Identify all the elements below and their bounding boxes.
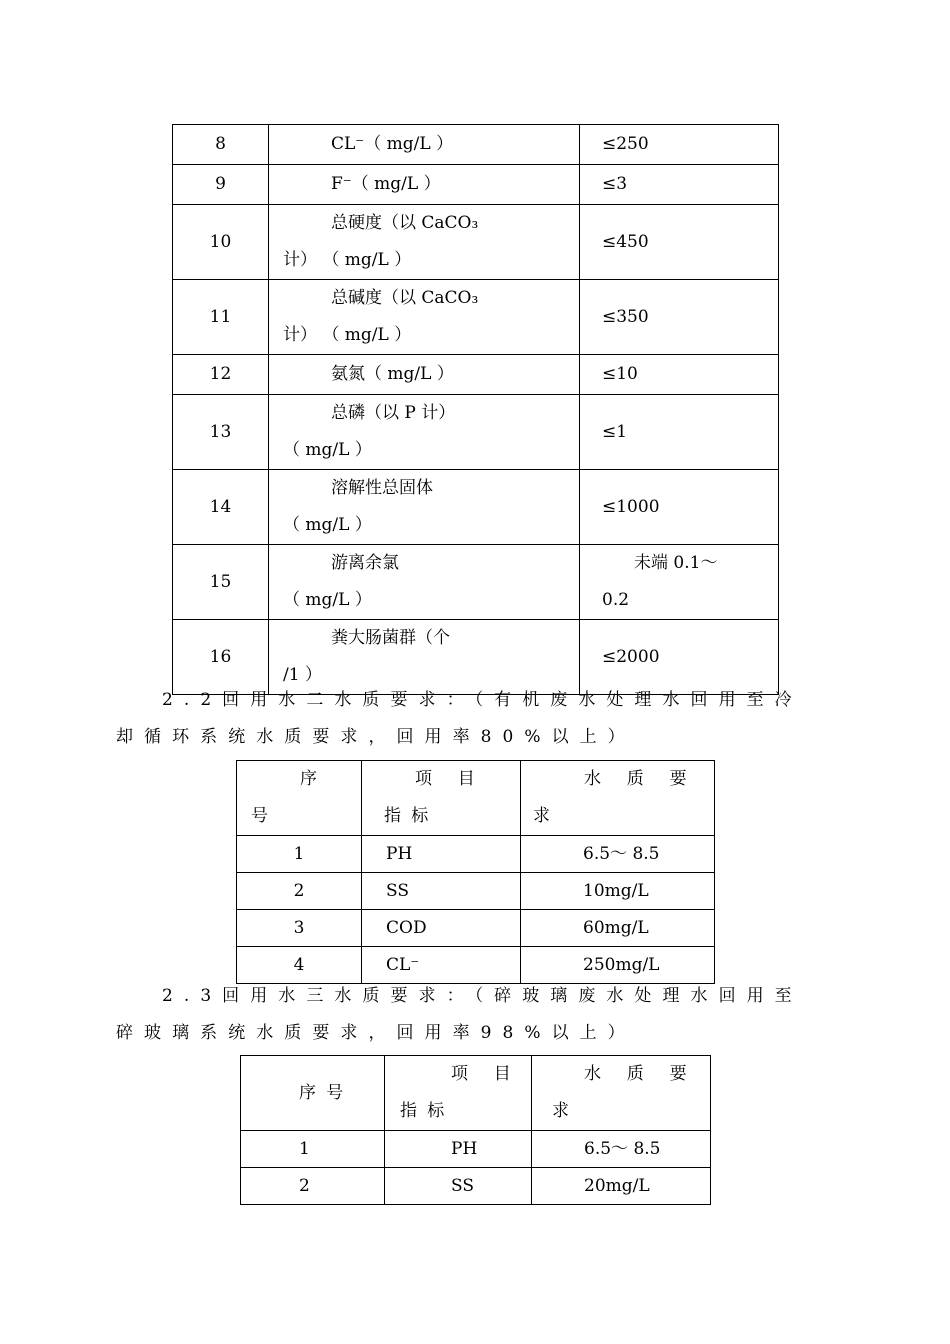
row-number: 13 (173, 395, 269, 470)
item-cell (269, 545, 580, 620)
row-number: 10 (173, 205, 269, 280)
value-cell (580, 545, 779, 620)
item-cell: SS (362, 873, 521, 910)
item-text-line2: （ mg/L ） (283, 440, 372, 460)
item-cell: PH (362, 836, 521, 873)
item-text-line2: /1 ） (283, 665, 322, 685)
row-number: 2 (237, 873, 362, 910)
item-text-line1: 总磷（以 P 计） (331, 403, 456, 423)
value-cell: 6.5～ 8.5 (532, 1131, 711, 1168)
table-header-row (241, 1056, 711, 1131)
table-row (173, 545, 779, 620)
item-text-line1: 总硬度（以 CaCO₃ (331, 213, 479, 233)
header-cell-number (241, 1056, 385, 1131)
header-text: 求 (552, 1101, 569, 1121)
row-number: 1 (241, 1131, 385, 1168)
value-line1: 未端 0.1～ (634, 553, 718, 573)
value-cell: ≤1000 (580, 470, 779, 545)
item-cell: PH (385, 1131, 532, 1168)
water-quality-table-3 (240, 1055, 711, 1205)
value-cell: ≤350 (580, 280, 779, 355)
row-number: 15 (173, 545, 269, 620)
header-text: 指标 (400, 1101, 455, 1121)
table-header-row (237, 761, 715, 836)
row-number: 14 (173, 470, 269, 545)
row-number: 1 (237, 836, 362, 873)
header-text: 号 (251, 806, 268, 826)
table-row (173, 470, 779, 545)
header-text: 水 质 要 (584, 1064, 697, 1084)
header-cell-requirement (521, 761, 715, 836)
table-row (173, 395, 779, 470)
item-text: F⁻（ mg/L ） (331, 174, 441, 194)
table-row (173, 355, 779, 395)
value-cell: ≤450 (580, 205, 779, 280)
value-cell: ≤1 (580, 395, 779, 470)
value-cell: 250mg/L (521, 947, 715, 984)
row-number: 2 (241, 1168, 385, 1205)
header-text: 求 (533, 806, 550, 826)
value-cell: ≤2000 (580, 620, 779, 695)
item-text-line1: 粪大肠菌群（个 (331, 628, 450, 648)
header-cell-requirement (532, 1056, 711, 1131)
table-row (241, 1168, 711, 1205)
value-cell: 20mg/L (532, 1168, 711, 1205)
item-text-line2: （ mg/L ） (283, 515, 372, 535)
row-number: 3 (237, 910, 362, 947)
item-cell: COD (362, 910, 521, 947)
item-cell (269, 165, 580, 205)
item-text: CL⁻（ mg/L ） (331, 134, 454, 154)
water-quality-table-1 (172, 124, 779, 695)
header-cell-item (362, 761, 521, 836)
item-cell (269, 280, 580, 355)
row-number: 11 (173, 280, 269, 355)
item-cell (269, 395, 580, 470)
item-text-line2: 计） （ mg/L ） (283, 250, 412, 270)
value-cell: ≤10 (580, 355, 779, 395)
header-text: 水 质 要 (584, 769, 697, 789)
row-number: 9 (173, 165, 269, 205)
item-text-line1: 溶解性总固体 (331, 478, 433, 498)
item-text-line2: 计） （ mg/L ） (283, 325, 412, 345)
row-number: 16 (173, 620, 269, 695)
water-quality-table-2 (236, 760, 715, 984)
item-cell (269, 205, 580, 280)
value-cell: 60mg/L (521, 910, 715, 947)
item-cell: CL⁻ (362, 947, 521, 984)
header-cell-number (237, 761, 362, 836)
item-text: 氨氮（ mg/L ） (331, 364, 454, 384)
item-text-line1: 游离余氯 (331, 553, 399, 573)
value-line2: 0.2 (602, 590, 630, 610)
table-row (237, 910, 715, 947)
section-2-3-heading: 2.3回用水三水质要求：（碎玻璃废水处理水回用至碎玻璃系统水质要求，回用率98%以上） (116, 986, 803, 1043)
table-row (237, 836, 715, 873)
row-number: 8 (173, 125, 269, 165)
header-text: 指标 (384, 806, 439, 826)
item-text-line2: （ mg/L ） (283, 590, 372, 610)
table-row (173, 125, 779, 165)
header-cell-item (385, 1056, 532, 1131)
table-row (237, 873, 715, 910)
item-cell (269, 125, 580, 165)
item-cell: SS (385, 1168, 532, 1205)
value-cell: 6.5～ 8.5 (521, 836, 715, 873)
header-text: 项 目 (415, 769, 486, 789)
row-number: 4 (237, 947, 362, 984)
section-2-2-heading: 2.2回用水二水质要求：（有机废水处理水回用至冷却循环系统水质要求，回用率80%以上） (116, 690, 803, 747)
row-number: 12 (173, 355, 269, 395)
header-text: 项 目 (451, 1064, 522, 1084)
item-cell (269, 355, 580, 395)
item-text-line1: 总碱度（以 CaCO₃ (331, 288, 479, 308)
table-row (173, 205, 779, 280)
value-cell: 10mg/L (521, 873, 715, 910)
table-row (173, 280, 779, 355)
table-row (241, 1131, 711, 1168)
header-text: 序 (300, 769, 317, 789)
item-cell (269, 470, 580, 545)
value-cell: ≤250 (580, 125, 779, 165)
header-text: 序号 (299, 1082, 354, 1103)
value-cell: ≤3 (580, 165, 779, 205)
table-row (173, 165, 779, 205)
